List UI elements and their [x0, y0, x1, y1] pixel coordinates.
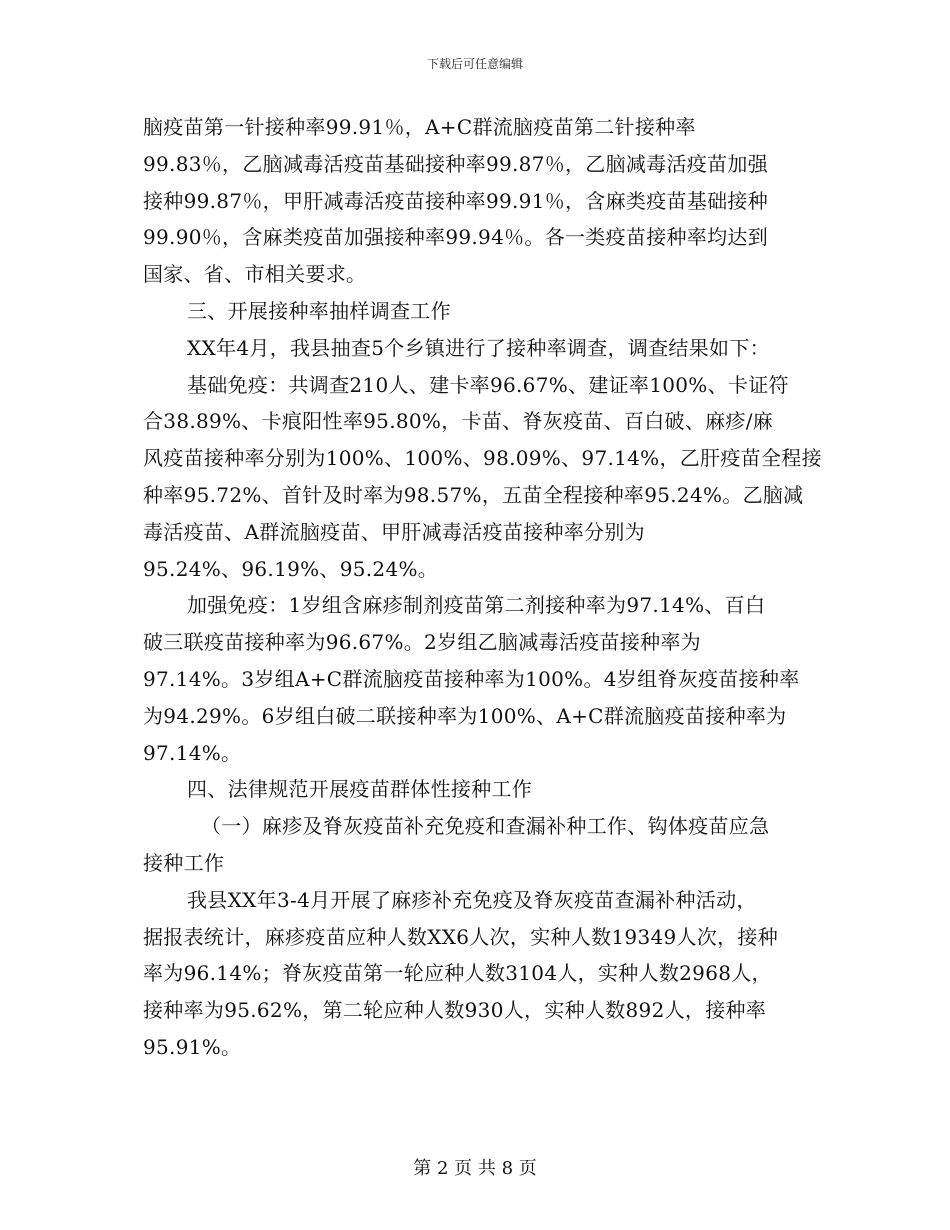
paragraph-line: 合38.89%、卡痕阳性率95.80%，卡苗、脊灰疫苗、百白破、麻疹/麻 — [143, 409, 774, 434]
paragraph-line: 接种率为95.62%，第二轮应种人数930人，实种人数892人，接种率 — [143, 998, 767, 1023]
section-heading: 三、开展接种率抽样调查工作 — [187, 298, 451, 323]
paragraph-line: 接种99.87％，甲肝减毒活疫苗接种率99.91％，含麻类疫苗基础接种 — [143, 188, 769, 213]
subsection-heading: 接种工作 — [143, 850, 225, 875]
paragraph-line: 为94.29%。6岁组白破二联接种率为100%、A+C群流脑疫苗接种率为 — [143, 703, 787, 728]
paragraph-line: 我县XX年3-4月开展了麻疹补充免疫及脊灰疫苗查漏补种活动， — [187, 887, 757, 912]
section-heading: 四、法律规范开展疫苗群体性接种工作 — [187, 777, 533, 802]
paragraph-line: 99.83％，乙脑减毒活疫苗基础接种率99.87％，乙脑减毒活疫苗加强 — [143, 151, 769, 176]
paragraph-line: 97.14%。 — [143, 740, 242, 765]
paragraph-line: 99.90％，含麻类疫苗加强接种率99.94％。各一类疫苗接种率均达到 — [143, 225, 769, 250]
paragraph-line: 率为96.14%；脊灰疫苗第一轮应种人数3104人，实种人数2968人， — [143, 961, 772, 986]
paragraph-line: 脑疫苗第一针接种率99.91％，A+C群流脑疫苗第二针接种率 — [143, 115, 696, 139]
paragraph-line: 95.91%。 — [143, 1034, 242, 1059]
paragraph-line: 破三联疫苗接种率为96.67%。2岁组乙脑减毒活疫苗接种率为 — [143, 630, 701, 655]
document-body — [143, 109, 822, 1066]
page-header: 下载后可任意编辑 — [426, 57, 523, 71]
paragraph-line: XX年4月，我县抽查5个乡镇进行了接种率调查，调查结果如下： — [187, 335, 770, 360]
paragraph-line: 国家、省、市相关要求。 — [143, 262, 367, 287]
paragraph-line: 95.24%、96.19%、95.24%。 — [143, 556, 439, 581]
paragraph-line: 加强免疫：1岁组含麻疹制剂疫苗第二剂接种率为97.14%、百白 — [187, 593, 766, 618]
paragraph-line: 毒活疫苗、A群流脑疫苗、甲肝减毒活疫苗接种率分别为 — [143, 519, 645, 544]
paragraph-line: 风疫苗接种率分别为100%、100%、98.09%、97.14%，乙肝疫苗全程接 — [143, 446, 822, 471]
paragraph-line: 基础免疫：共调查210人、建卡率96.67%、建证率100%、卡证符 — [187, 372, 789, 397]
paragraph-line: 97.14%。3岁组A+C群流脑疫苗接种率为100%。4岁组脊灰疫苗接种率 — [143, 666, 800, 691]
page-footer: 第 2 页 共 8 页 — [413, 1158, 537, 1179]
subsection-heading: （一）麻疹及脊灰疫苗补充免疫和查漏补种工作、钩体疫苗应急 — [201, 814, 770, 839]
paragraph-line: 种率95.72%、首针及时率为98.57%，五苗全程接种率95.24%。乙脑减 — [143, 482, 804, 507]
paragraph-line: 据报表统计，麻疹疫苗应种人数XX6人次，实种人数19349人次，接种 — [143, 924, 779, 949]
